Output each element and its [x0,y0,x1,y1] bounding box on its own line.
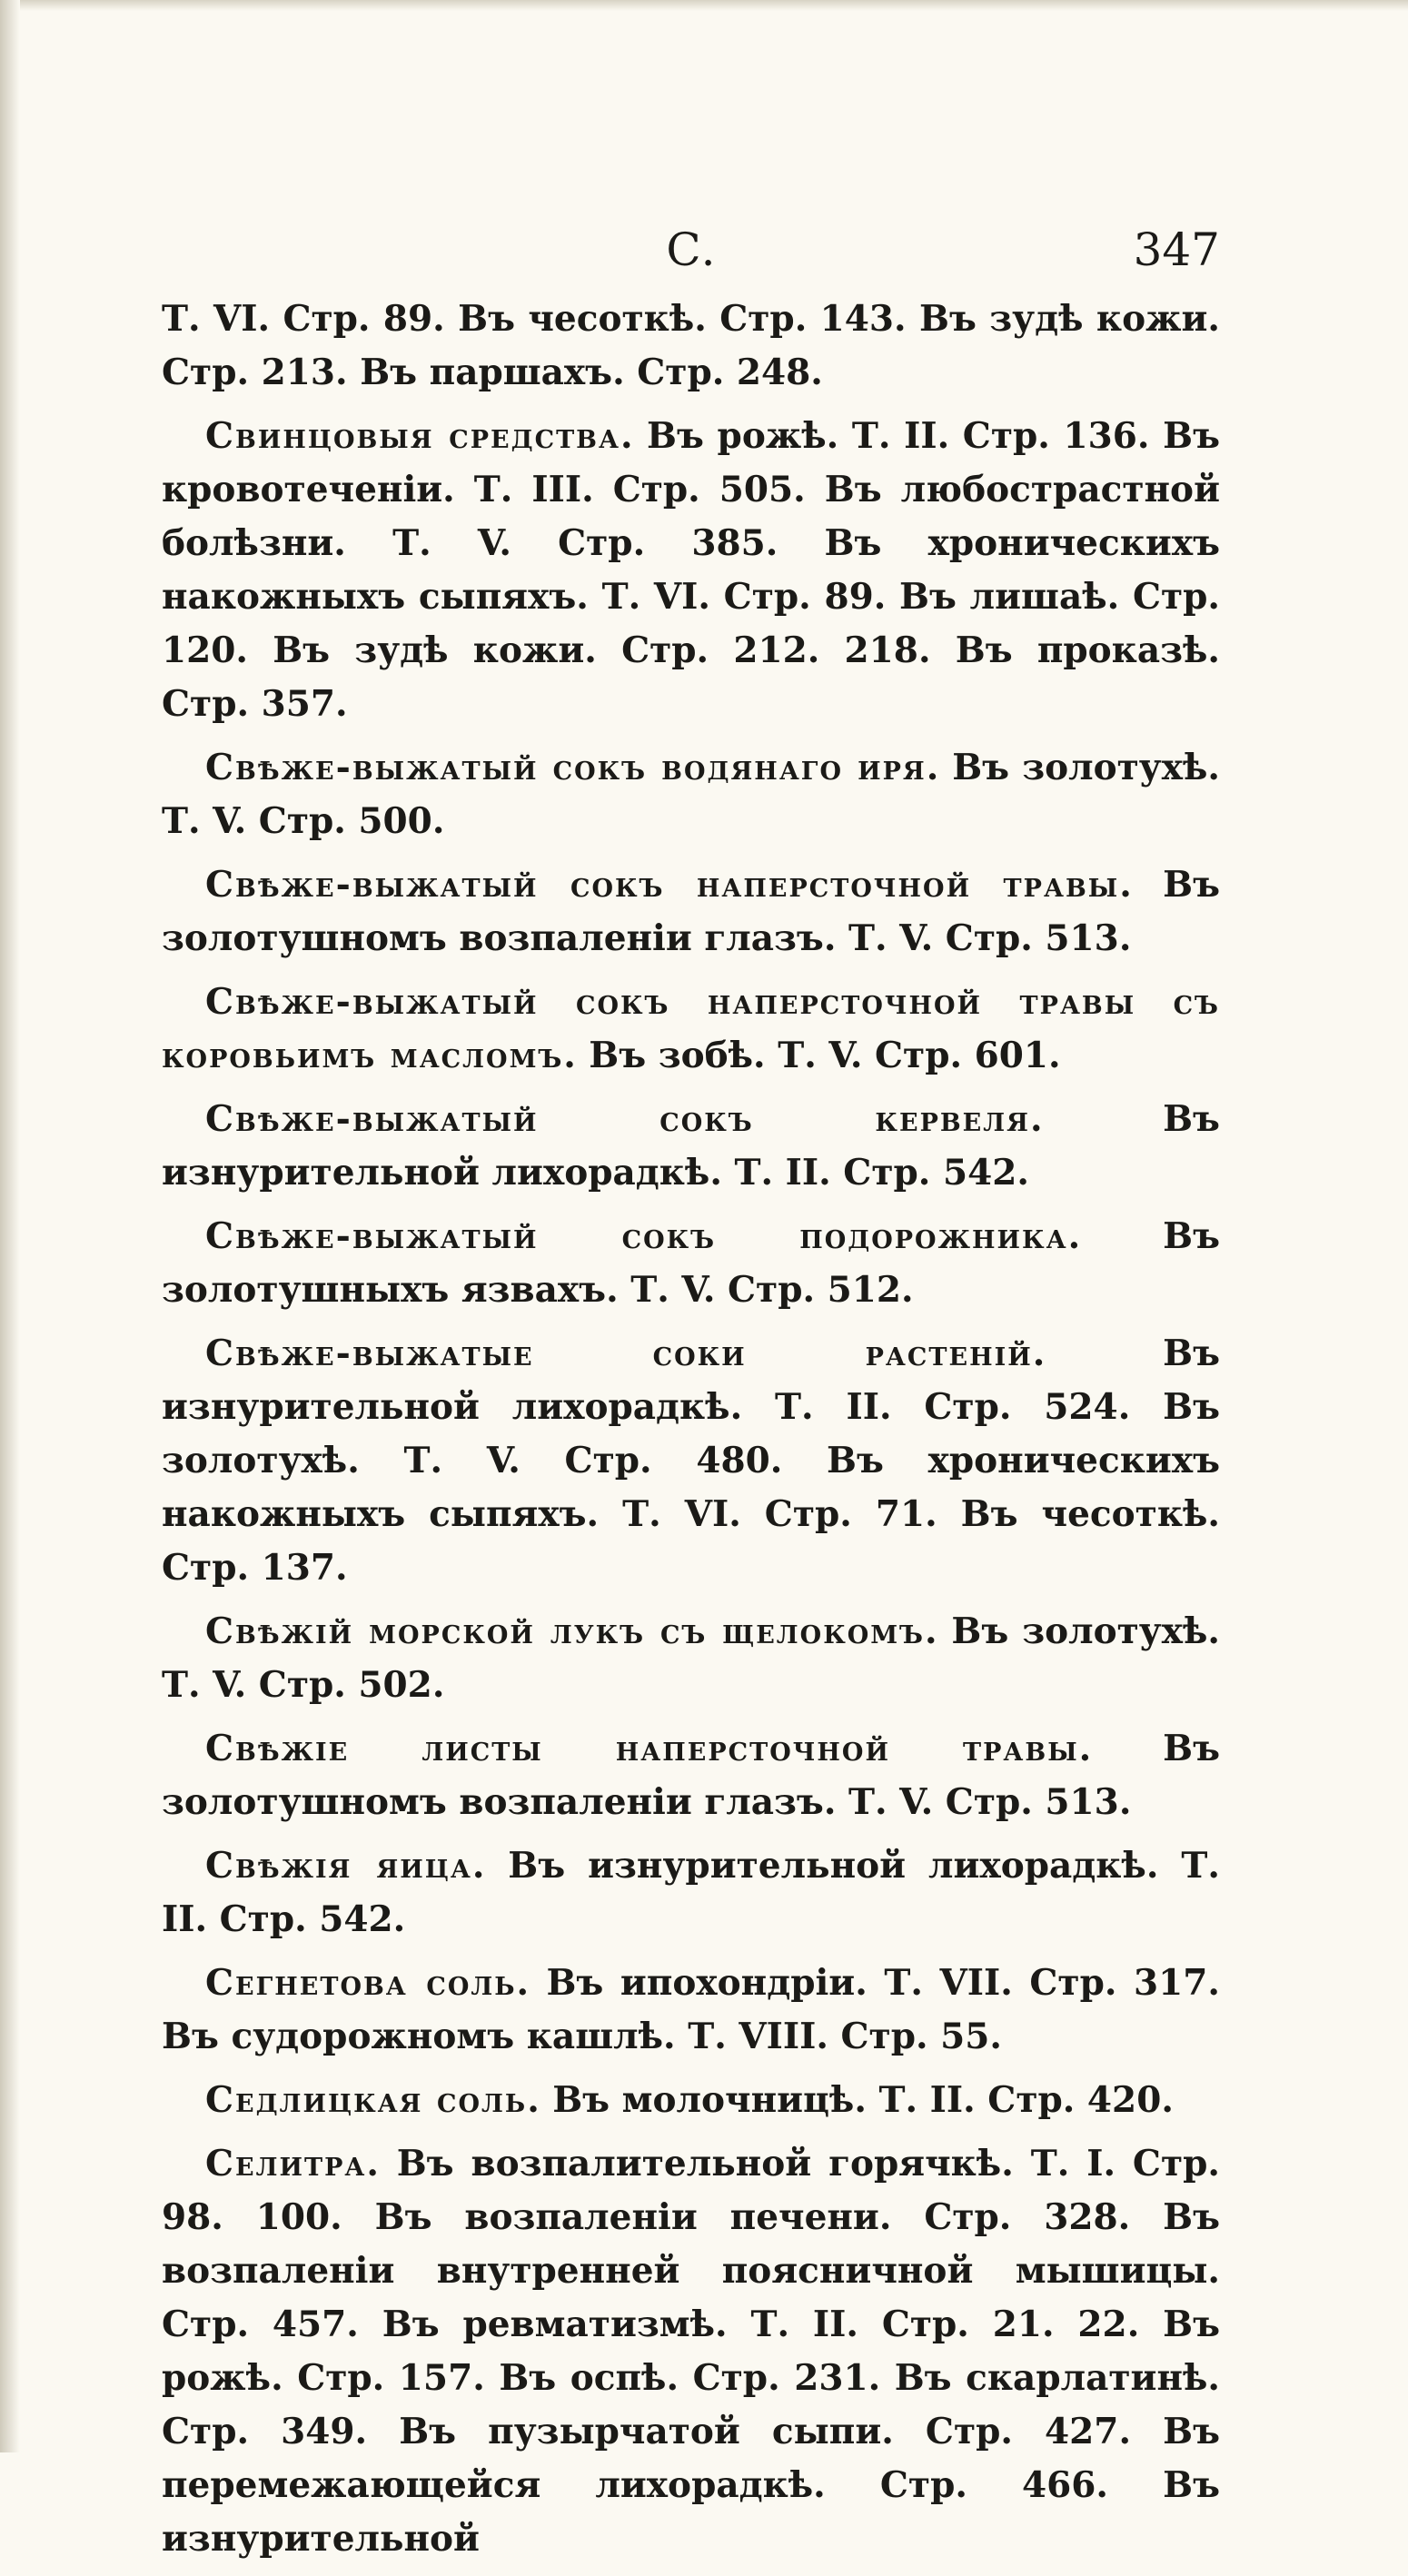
entry-term: Седлицкая соль. [205,2079,541,2121]
entry-term: Свѣже-выжатые соки растеній. [205,1333,1047,1374]
page-header [162,218,1220,282]
index-entry [162,1957,1220,2064]
index-entry [162,858,1220,966]
entry-term: Свѣжіе листы наперсточной травы. [205,1728,1094,1769]
entry-term: Свѣже-выжатый сокъ подорожника. [205,1215,1083,1257]
page-binding-edge [0,0,20,2452]
entry-term: Свѣже-выжатый сокъ водянаго иря. [205,747,941,788]
entry-term: Свѣже-выжатый сокъ кервеля. [205,1098,1045,1140]
running-head-letter: С. [666,223,716,276]
index-entry [162,741,1220,848]
entry-text: Въ золотухѣ. Т. V. Стр. 500. [162,747,1220,842]
index-body [162,292,1220,2576]
index-entry [162,1839,1220,1947]
index-entry [162,410,1220,731]
entry-text: Въ рожѣ. Т. II. Стр. 136. Въ кровотеченіи. Т. III. Стр. 505. Въ любострастной болѣзни. Т. V. Стр. 385. Въ хроническихъ накожныхъ сыпяхъ. Т. VI. Стр. 89. Въ лишаѣ. Стр. 120. Въ зудѣ кожи. Стр. 212. 218. Въ проказѣ. Стр. 357. [162,415,1220,725]
index-entry [162,1605,1220,1712]
page-number: 347 [1133,223,1220,276]
entry-text: Въ изнурительной лихорадкѣ. Т. II. Стр. 542. [162,1845,1220,1940]
entry-term: Свѣжій морской лукъ съ щелокомъ. [205,1610,939,1652]
entry-term: Свѣже-выжатый сокъ наперсточной травы съ коровьимъ масломъ. [162,981,1220,1076]
page-top-edge [0,0,1408,11]
entry-term: Сегнетова соль. [205,1962,531,2004]
entry-term: Свѣже-выжатый сокъ наперсточной травы. [205,864,1134,906]
entry-text: Въ изнурительной лихорадкѣ. Т. II. Стр. 524. Въ золотухѣ. Т. V. Стр. 480. Въ хроническихъ накожныхъ сыпяхъ. Т. VI. Стр. 71. Въ чесоткѣ. Стр. 137. [162,1333,1220,1589]
entry-text: Въ зобѣ. Т. V. Стр. 601. [589,1035,1061,1076]
index-entry [162,292,1220,400]
entry-term: Свѣжія яица. [205,1845,487,1887]
entry-text: Въ золотушномъ возпаленіи глазъ. Т. V. Стр. 513. [162,864,1220,959]
index-entry [162,1327,1220,1595]
index-entry [162,1722,1220,1829]
entry-text: Т. VI. Стр. 89. Въ чесоткѣ. Стр. 143. Въ зудѣ кожи. Стр. 213. Въ паршахъ. Стр. 248. [162,298,1220,393]
index-entry [162,1210,1220,1317]
entry-text: Въ возпалительной горячкѣ. Т. I. Стр. 98. 100. Въ возпаленіи печени. Стр. 328. Въ возпаленіи внутренней поясничной мышицы. Стр. 457. Въ ревматизмѣ. Т. II. Стр. 21. 22. Въ рожѣ. Стр. 157. Въ оспѣ. Стр. 231. Въ скарлатинѣ. Стр. 349. Въ пузырчатой сыпи. Стр. 427. Въ перемежающейся лихорадкѣ. Стр. 466. Въ изнурительной [162,2143,1220,2560]
entry-text: Въ золотушномъ возпаленіи глазъ. Т. V. Стр. 513. [162,1728,1220,1823]
entry-text: Въ молочницѣ. Т. II. Стр. 420. [552,2079,1174,2121]
entry-text: Въ золотухѣ. Т. V. Стр. 502. [162,1610,1220,1706]
index-entry [162,1093,1220,1200]
index-entry [162,2074,1220,2127]
entry-term: Селитра. [205,2143,381,2185]
entry-text: Въ золотушныхъ язвахъ. Т. V. Стр. 512. [162,1215,1220,1311]
index-entry [162,976,1220,1083]
entry-term: Свинцовыя средства. [205,415,635,457]
entry-text: Въ изнурительной лихорадкѣ. Т. II. Стр. 542. [162,1098,1220,1194]
entry-text: Въ ипохондріи. Т. VII. Стр. 317. Въ судорожномъ кашлѣ. Т. VIII. Стр. 55. [162,1962,1220,2057]
index-entry [162,2137,1220,2566]
